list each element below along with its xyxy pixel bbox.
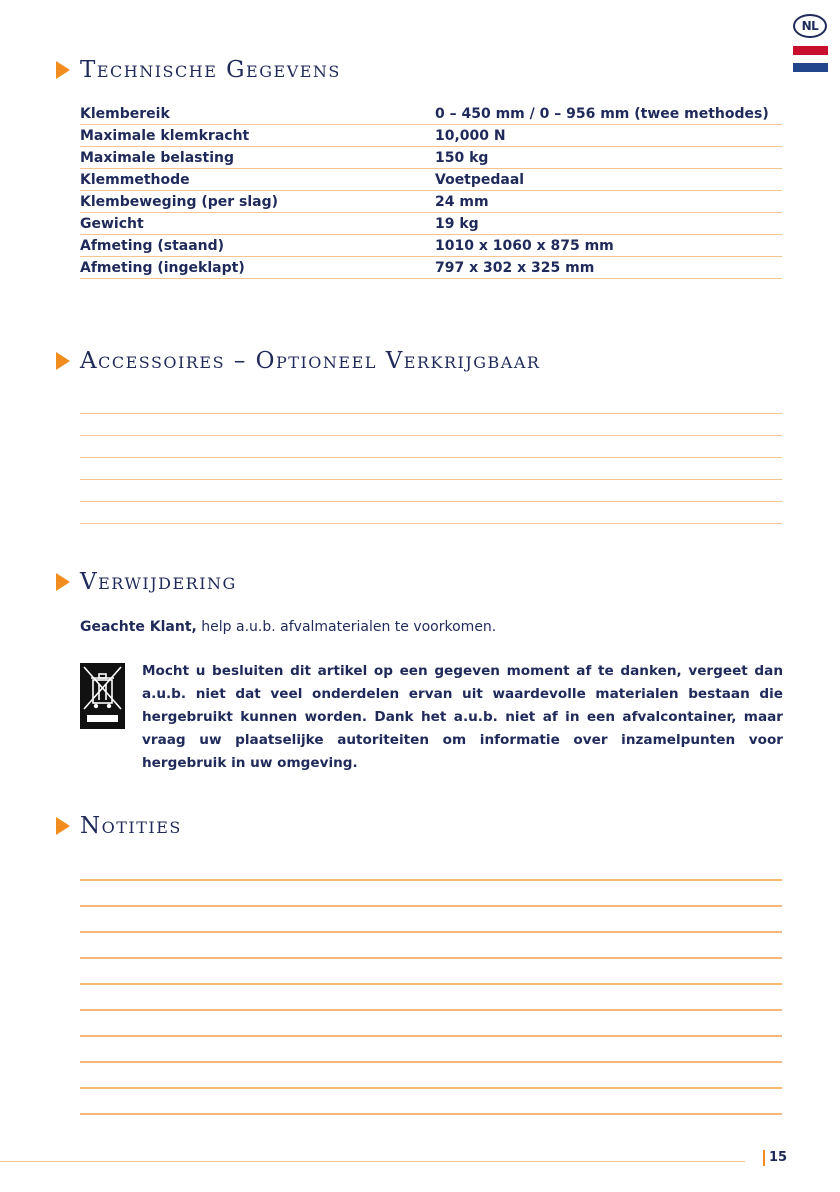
disposal-paragraph: Mocht u besluiten dit artikel op een gegeven moment af te danken, vergeet dan a.u.b. niet dat veel onderdelen ervan uit waardevolle materialen bestaan die hergebruikt kunnen worden. Dank het a.u.b. niet af in een afvalcontainer, maar vraag uw plaatselijke autoriteiten om informatie over inzamelpunten voor hergebruik in uw omgeving.	[142, 663, 783, 771]
spec-table	[80, 103, 782, 279]
section-title: Accessoires – Optioneel Verkrijgbaar	[80, 348, 541, 374]
blank-line	[80, 523, 782, 524]
spec-row	[80, 125, 782, 147]
spec-row	[80, 191, 782, 213]
intro-text: help a.u.b. afvalmaterialen te voorkomen.	[196, 619, 497, 635]
spec-value: Voetpedaal	[435, 171, 525, 188]
spec-label: Afmeting (ingeklapt)	[80, 259, 245, 276]
spec-row	[80, 257, 782, 279]
language-badge: NL	[793, 14, 827, 38]
weee-crossed-bin-icon	[80, 663, 125, 729]
footer-accent-bar	[763, 1150, 765, 1166]
section-heading-disposal	[56, 566, 237, 598]
spec-label: Klembeweging (per slag)	[80, 193, 279, 210]
spec-row	[80, 213, 782, 235]
spec-value: 797 x 302 x 325 mm	[435, 259, 595, 276]
section-title: Technische Gegevens	[80, 57, 341, 83]
intro-salutation: Geachte Klant,	[80, 619, 197, 635]
orange-triangle-icon	[56, 61, 70, 79]
spec-label: Maximale klemkracht	[80, 127, 250, 144]
spec-row	[80, 235, 782, 257]
spec-label: Maximale belasting	[80, 149, 234, 166]
spec-row	[80, 103, 782, 125]
page-number: 15	[769, 1150, 788, 1165]
section-heading-notes	[56, 810, 182, 842]
spec-value: 10,000 N	[435, 127, 506, 144]
orange-triangle-icon	[56, 352, 70, 370]
note-line	[80, 1113, 782, 1115]
spec-label: Klemmethode	[80, 171, 190, 188]
footer-rule	[0, 1161, 745, 1162]
section-title: Verwijdering	[80, 569, 237, 595]
section-heading-accessories	[56, 345, 540, 377]
spec-value: 24 mm	[435, 193, 489, 210]
spec-label: Afmeting (staand)	[80, 237, 225, 254]
spec-row	[80, 147, 782, 169]
accessories-blank-lines	[80, 413, 782, 524]
disposal-intro	[80, 619, 496, 635]
orange-triangle-icon	[56, 573, 70, 591]
netherlands-flag-icon	[793, 46, 828, 72]
notes-lines	[80, 879, 782, 1115]
spec-label: Klembereik	[80, 105, 170, 122]
spec-row	[80, 169, 782, 191]
spec-value: 150 kg	[435, 149, 489, 166]
spec-value: 19 kg	[435, 215, 479, 232]
spec-label: Gewicht	[80, 215, 144, 232]
spec-value: 0 – 450 mm / 0 – 956 mm (twee methodes)	[435, 105, 769, 122]
section-heading-technical	[56, 54, 341, 86]
section-title: Notities	[80, 813, 182, 839]
spec-value: 1010 x 1060 x 875 mm	[435, 237, 614, 254]
orange-triangle-icon	[56, 817, 70, 835]
